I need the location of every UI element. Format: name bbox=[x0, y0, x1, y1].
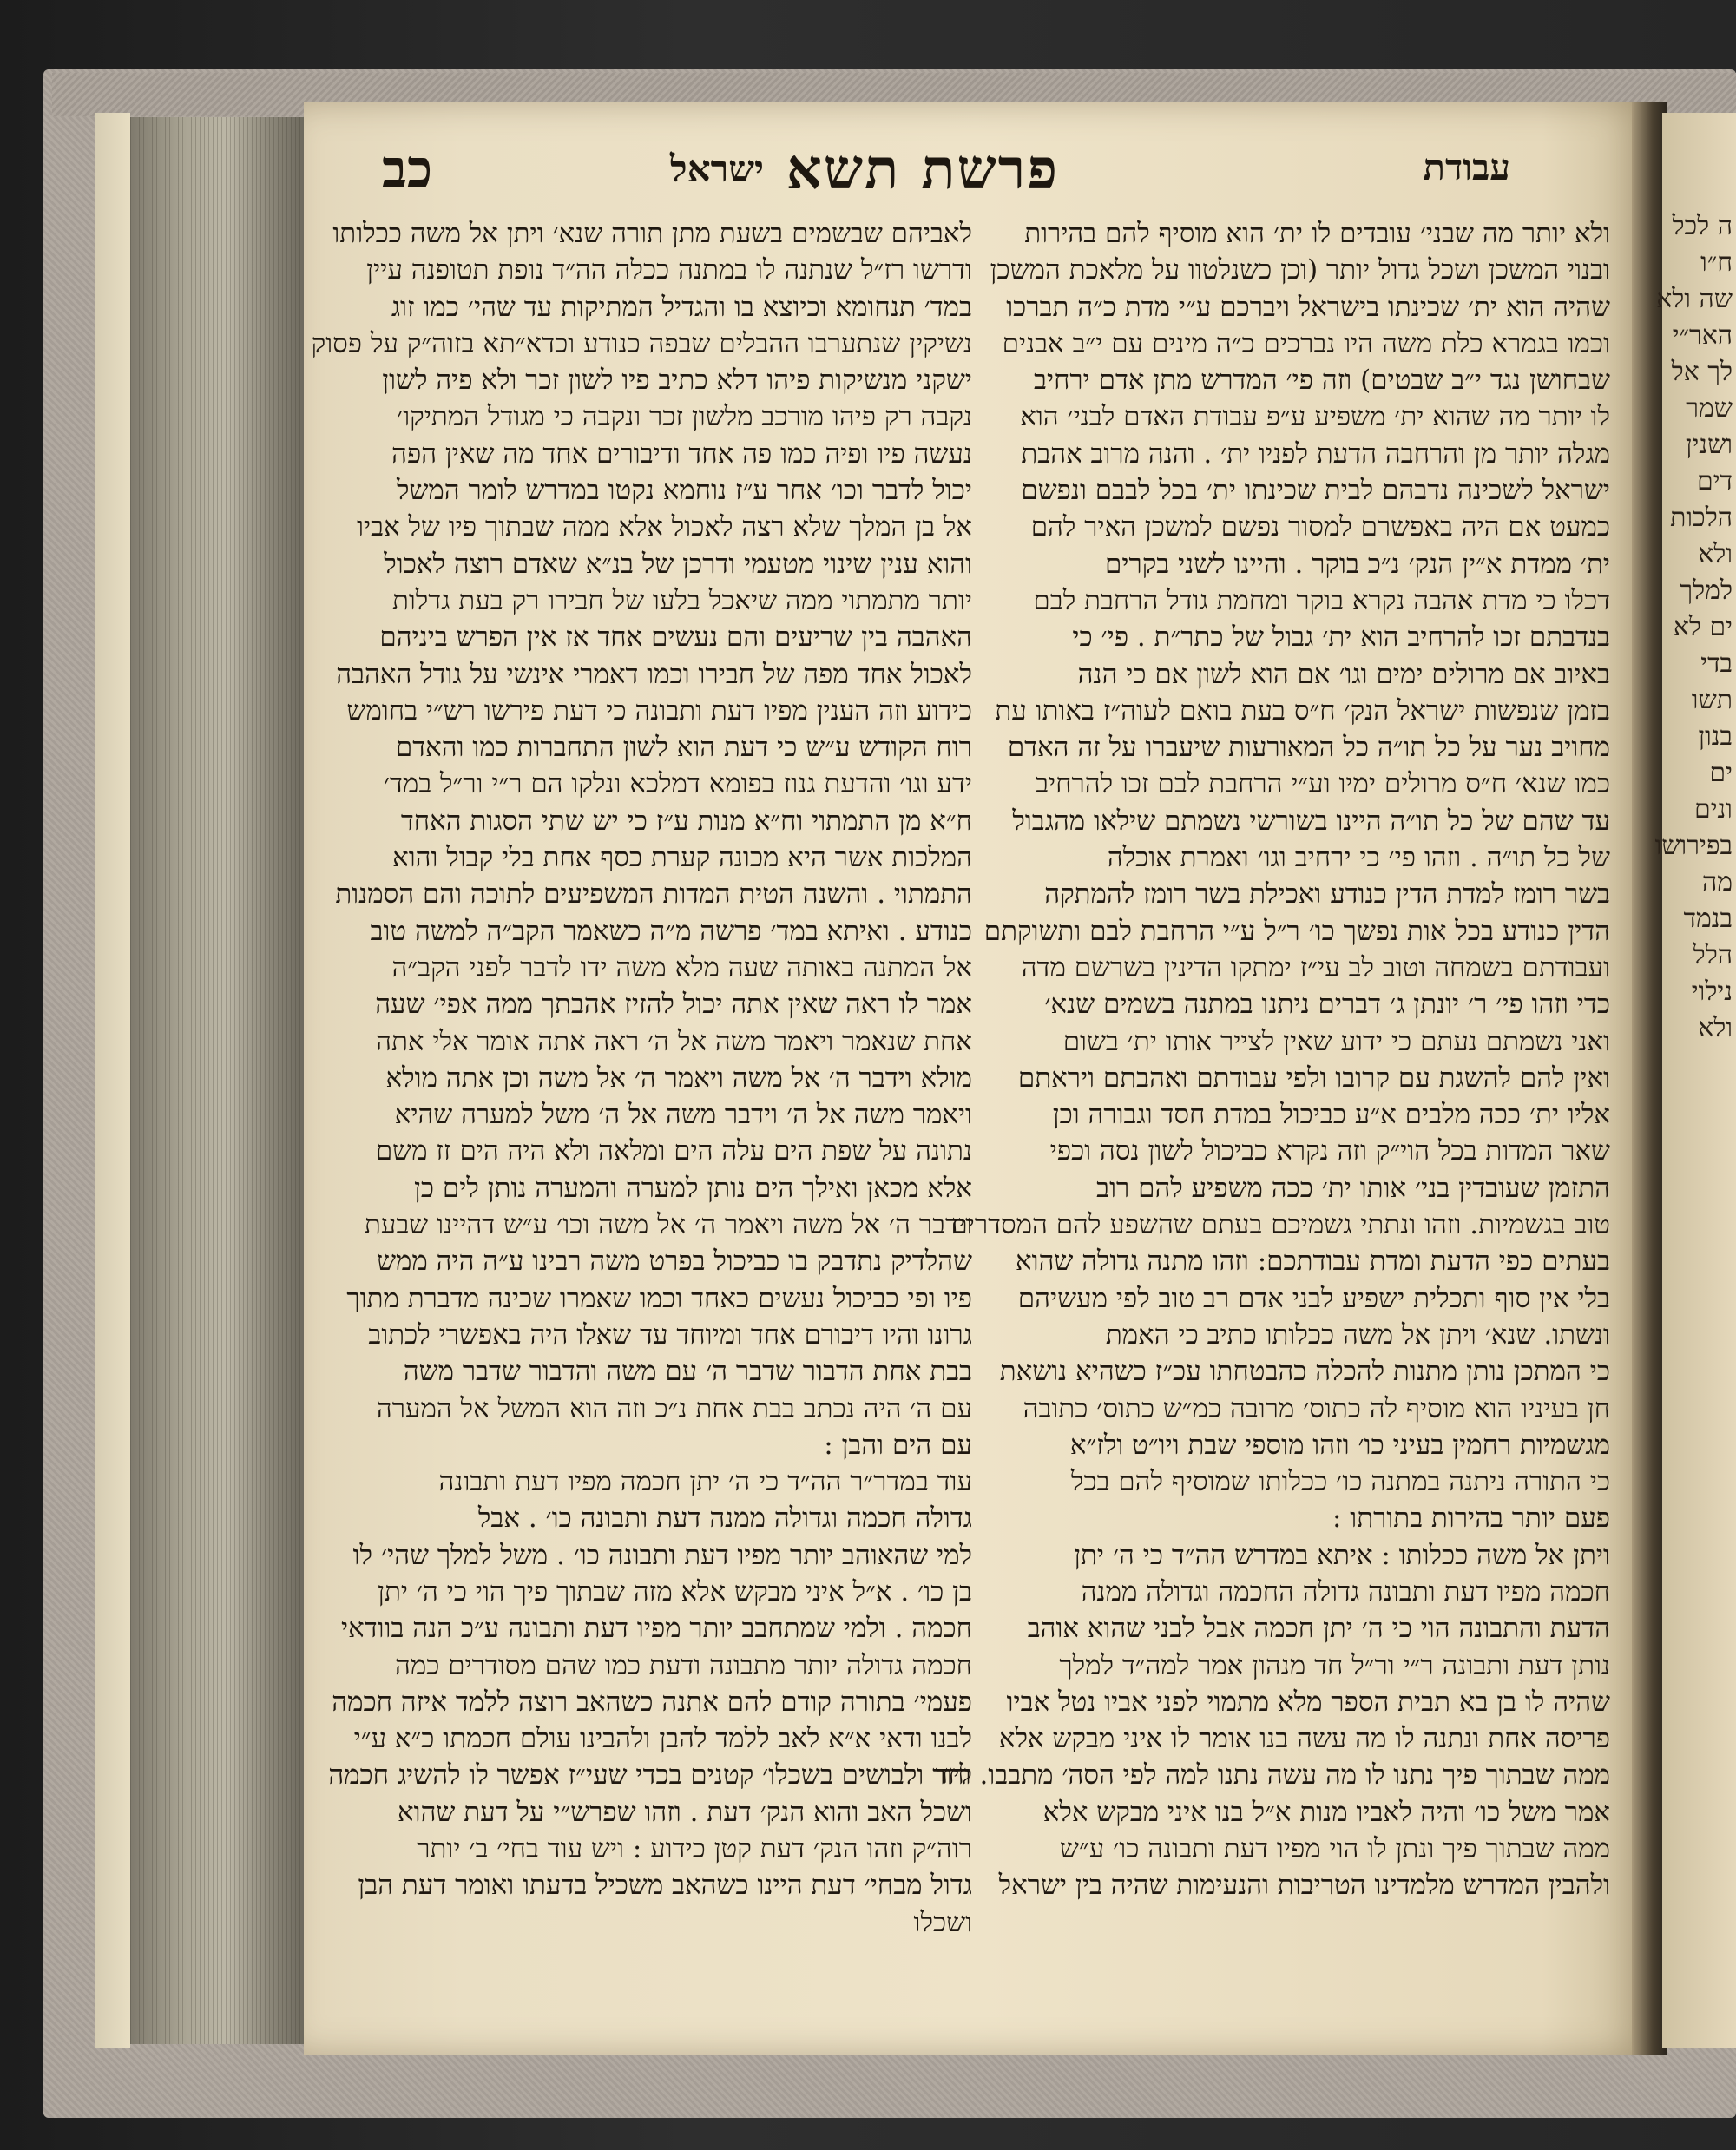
text-line: מחויב נער על כל תו״ה כל המאורעות שיעברו על זה האדם bbox=[1007, 732, 1610, 764]
header-word-right: עבודת bbox=[1423, 146, 1510, 188]
text-line: לאביהם שבשמים בשעת מתן תורה שנא׳ ויתן אל משה ככלותו bbox=[332, 218, 972, 249]
text-line: אחת שנאמר ויאמר משה אל ה׳ ראה אתה אומר אלי אתה bbox=[376, 1025, 972, 1057]
text-line: שבחושן נגד י״ב שבטים) וזה פי׳ המדרש מתן אדם ירחיב bbox=[1034, 365, 1610, 397]
text-line: בלי אין סוף ותכלית ישפיע לבני אדם רב טוב לפי מעשיהם bbox=[1017, 1282, 1610, 1314]
text-line: ליור ולבושים בשכלו׳ קטנים בכדי שעי״ז אפשר לו להשיג חכמה bbox=[328, 1759, 972, 1792]
text-line: בזמן שנפשות ישראל הנק׳ ח״ס בעת בואם לעוה״ז באותו עת bbox=[995, 694, 1610, 727]
edge-text-line: לך אל bbox=[1671, 357, 1733, 387]
right-page-text bbox=[1654, 208, 1736, 1047]
header-title: פרשת תשא bbox=[786, 137, 1059, 202]
text-line: ח״א מן התמתוי וח״א מנות ע״ז כי יש שתי הסגות האחד bbox=[400, 805, 972, 837]
text-line: עוד במדר״ר הה״ד כי ה׳ יתן חכמה מפיו דעת ותבונה bbox=[438, 1466, 972, 1498]
text-line: בעתים כפי הדעת ומדת עבודתכם: וזהו מתנה גדולה שהוא bbox=[1016, 1246, 1610, 1278]
text-line: נתונה על שפת הים עלה הים ומלאה ולא היה הים זז משם bbox=[375, 1135, 972, 1167]
text-line: אל המתנה באותה שעה מלא משה ידו לדבר לפני הקב״ה bbox=[391, 951, 972, 983]
text-line: שאר המדות בכל הוי״ק וזה נקרא כביכול לשון נסה וכפי bbox=[1049, 1135, 1610, 1167]
text-line: כידוע וזה הענין מפיו דעת ותבונה כי דעת פירשו רש״י בחומש bbox=[346, 694, 972, 727]
text-line: ודרשו רז״ל שנתנה לו במתנה ככלה הה״ד נופת תטופנה עיין bbox=[366, 254, 972, 286]
edge-text-line: בפירושו bbox=[1654, 831, 1733, 861]
text-line: פעם יותר בהירות בתורתו : bbox=[1332, 1502, 1610, 1535]
text-line: יותר מתמתוי ממה שיאכל בלעו של חבירו רק בעת גדלות bbox=[391, 584, 972, 616]
text-line: בן כו׳ . א״ל איני מבקש אלא מזה שבתוך פיך הוי כי ה׳ יתן bbox=[378, 1575, 972, 1608]
text-line: רוח הקודש ע״ש כי דעת הוא לשון התחברות כמו והאדם bbox=[395, 732, 972, 764]
edge-text-line: ה לכל bbox=[1672, 211, 1733, 241]
text-line: פריסה אחת ונתנה לו מה עשה בנו אומר לו איני מבקש אלא bbox=[998, 1723, 1610, 1755]
text-line: נעשה פיו ופיה כמו פה אחד ודיבורים אחד מה שאין הפה bbox=[391, 437, 972, 470]
text-line: אמר משל כו׳ והיה לאביו מנות א״ל בנו איני מבקש אלא bbox=[1042, 1796, 1610, 1828]
text-line: במד׳ תנחומא וכיוצא בו והגדיל המתיקות עד שהי׳ כמו זוג bbox=[391, 291, 972, 323]
edge-text-line: נילוי bbox=[1691, 976, 1733, 1007]
text-line: הדעת והתבונה הוי כי ה׳ יתן חכמה אבל לבני שהוא אוהב bbox=[1027, 1613, 1610, 1645]
edge-text-line: מה bbox=[1701, 867, 1733, 897]
text-line: ידע וגו׳ והדעת גנוז בפומא דמלכא ונלקו הם ר״י ור״ל במד׳ bbox=[383, 768, 972, 800]
text-line: ובנוי המשכן ושכל גדול יותר (וכן כשנלטוו על מלאכת המשכן bbox=[990, 254, 1610, 286]
text-line: התמתוי . והשנה הטית המדות המשפיעים לתוכה והם הסמנות bbox=[335, 878, 972, 911]
text-line: חכמה מפיו דעת ותבונה גדולה החכמה וגדולה ממנה bbox=[1081, 1575, 1610, 1608]
text-line: כנודע . ואיתא במד׳ פרשה מ״ה כשאמר הקב״ה למשה טוב bbox=[370, 915, 972, 947]
edge-text-line: האר״י bbox=[1672, 320, 1733, 351]
text-line: מולא וידבר ה׳ אל משה ויאמר ה׳ אל משה וכן אתה מולא bbox=[385, 1062, 972, 1094]
edge-text-line: הלכות bbox=[1670, 503, 1733, 533]
text-line: כי התורה ניתנה במתנה כו׳ ככלותו שמוסיף להם בכל bbox=[1070, 1466, 1610, 1498]
text-line: ישקני מנשיקות פיהו דלא כתיב פיו לשון זכר ולא פיה לשון bbox=[382, 365, 972, 397]
text-line: ולא יותר מה שבני׳ עובדים לו ית׳ הוא מוסיף להם בהירות bbox=[1024, 218, 1610, 249]
text-line: וכמו בגמרא כלת משה היו נברכים כ״ה מינים עם י״ב אבנים bbox=[1002, 327, 1610, 359]
text-line: פיו ופי כביכול נעשים כאחד וכמו שאמרו שכינה מדברת מתוך bbox=[346, 1282, 972, 1314]
text-line: טוב בגשמיות. וזהו ונתתי גשמיכם בעתם שהשפע להם המסדרים bbox=[950, 1209, 1610, 1241]
text-line: בנדבתם זכו להרחיב הוא ית׳ גבול של כתר״ת . פי׳ כי bbox=[1072, 621, 1610, 654]
text-line: ושכל האב והוא הנק׳ דעת . וזהו שפרש״י על דעת שהוא bbox=[398, 1796, 972, 1828]
text-line: והוא ענין שינוי מטעמי ודרכן של בנ״א שאדם רוצה לאכול bbox=[384, 548, 972, 580]
folio-number: כב bbox=[382, 139, 433, 200]
text-line: נקבה רק פיהו מורכב מלשון זכר ונקבה כי מגודל המתיקו׳ bbox=[397, 401, 972, 433]
right-text-column bbox=[935, 215, 1610, 1904]
text-line: ושכלו bbox=[913, 1906, 972, 1938]
edge-text-line: דים bbox=[1696, 466, 1733, 496]
right-page-fragment bbox=[1654, 113, 1736, 2048]
edge-text-line: ולא bbox=[1698, 539, 1733, 569]
text-line: שהיה הוא ית׳ שכינתו בישראל ויברכם ע״י מדת כ״ה תברכו bbox=[1006, 291, 1610, 323]
text-line: שהיה לו בן בא תבית הספר מלא מתמוי לפני אביו נטל אביו bbox=[1006, 1686, 1610, 1718]
text-line: ויתן אל משה ככלותו : איתא במדרש הה״ד כי ה׳ יתן bbox=[1074, 1539, 1610, 1571]
text-line: אמר לו ראה שאין אתה יכול להזיז אהבתך ממה אפי׳ שעה bbox=[375, 989, 972, 1021]
text-line: עם הים והבן : bbox=[824, 1429, 972, 1461]
text-line: שהלדיק נתדבק בו כביכול בפרט משה רבינו ע״ה היה ממש bbox=[377, 1246, 972, 1278]
text-line: התזמן שעובדין בני׳ אותו ית׳ ככה משפיע להם רוב bbox=[1096, 1172, 1610, 1204]
text-line: ואני נשמתם נעתם כי ידוע שאין לצייר אותו ית׳ בשום bbox=[1062, 1025, 1610, 1057]
text-line: חן בעיניו הוא מוסיף לה כתוס׳ מרובה כמ״ש כתוס׳ כתובה bbox=[1023, 1392, 1610, 1424]
book-gutter bbox=[1632, 102, 1667, 2055]
text-line: גרונו והיו דיבורם אחד ומיוחד עד שאלו היה באפשרי לכתוב bbox=[368, 1318, 972, 1351]
edge-text-line: הלל bbox=[1693, 940, 1733, 970]
text-line: גדולה חכמה וגדולה ממנה דעת ותבונה כו׳ . אבל bbox=[477, 1502, 972, 1535]
edge-text-line: ולא bbox=[1698, 1013, 1733, 1043]
page-block-lines bbox=[130, 117, 304, 2044]
edge-text-line: ונים bbox=[1693, 794, 1733, 825]
edge-text-line: שמר bbox=[1686, 393, 1733, 424]
text-line: ית׳ ממדת א״ין הנק׳ נ״כ בוקר . והיינו לשני בקרים bbox=[1105, 548, 1610, 580]
text-line: ולהבין המדרש מלמדינו הטריבות והנעימות שהיה בין ישראל bbox=[998, 1870, 1610, 1902]
text-line: וידבר ה׳ אל משה ויאמר ה׳ אל משה וכו׳ ע״ש דהיינו שבעת bbox=[364, 1209, 972, 1241]
text-line: בבת אחת הדבור שדבר ה׳ עם משה והדבור שדבר משה bbox=[403, 1356, 972, 1388]
text-line: גדול מבחי׳ דעת היינו כשהאב משכיל בדעתו ואומר דעת הבן bbox=[358, 1870, 972, 1902]
left-page-edge bbox=[95, 113, 130, 2048]
edge-text-line: תשו bbox=[1691, 685, 1733, 715]
text-line: חכמה . ולמי שמתחבב יותר מפיו דעת ותבונה ע״כ הנה בוודאי bbox=[340, 1613, 972, 1645]
text-line: נשיקין שנתערבו ההבלים שבפה כנודע וכדא״תא בזוה״ק על פסוק bbox=[311, 327, 972, 359]
edge-text-line: בנמד bbox=[1683, 904, 1733, 934]
text-line: פעמי׳ בתורה קודם להם אתנה כשהאב רוצה ללמד איזה חכמה bbox=[332, 1686, 972, 1718]
text-line: ויאמר משה אל ה׳ וידבר משה אל ה׳ משל למערה שהיא bbox=[394, 1099, 972, 1131]
text-line: הדין כנודע בכל אות נפשך כו׳ ר״ל ע״י הרחבת לבם ותשוקתם bbox=[983, 915, 1610, 947]
text-line: אלא מכאן ואילך הים נותן למערה והמערה נותן לים כן bbox=[413, 1172, 972, 1204]
text-line: כדי וזהו פי׳ ר׳ יונתן ג׳ דברים ניתנו במתנה בשמים שנא׳ bbox=[1044, 989, 1610, 1021]
text-line: ואין להם להשגת עם קרובו ולפי עבודתם ואהבתם ויראתם bbox=[1017, 1062, 1610, 1094]
text-line: רוה״ק וזהו הנק׳ דעת קטן כידוע : ויש עוד בחי׳ ב׳ יותר bbox=[417, 1833, 972, 1865]
running-header bbox=[382, 137, 1510, 215]
text-line: עם ה׳ היה נכתב בבת אחת נ״כ וזה הוא המשל אל המערה bbox=[376, 1392, 972, 1424]
text-line: המלכות אשר היא מכונה קערת כסף אחת בלי קבול והוא bbox=[392, 842, 972, 874]
text-line: ועבודתם בשמחה וטוב לב עי״ז ימתקו הדינין בשרשם מדה bbox=[1021, 951, 1610, 983]
left-text-column bbox=[311, 215, 972, 1941]
edge-text-line: למלך bbox=[1680, 575, 1733, 606]
text-line: של כל תו״ה . וזהו פי׳ כי ירחיב וגו׳ ואמרת אוכלה bbox=[1107, 842, 1610, 874]
text-line: נותן דעת ותבונה ר״י ור״ל חד מנהון אמר למה״ד למלך bbox=[1059, 1649, 1610, 1681]
text-line: ממה שבתוך פיך נתנו לו מה עשה נתנו למה לפי הסה׳ מתבבו. וחד bbox=[935, 1759, 1610, 1792]
text-line: דכלו כי מדת אהבה נקרא בוקר ומחמת גודל הרחבת לבם bbox=[1033, 584, 1610, 616]
text-line: ישראל לשכינה נדבהם לבית שכינתו ית׳ בכל לבבם ונפשם bbox=[1021, 475, 1610, 507]
text-line: כמו שנא׳ ח״ס מרולים ימיו וע״י הרחבת לבם זכו להרחיב bbox=[1036, 768, 1610, 800]
text-line: באיוב אם מרולים ימים וגו׳ אם הוא לשון אם כי הנה bbox=[1077, 658, 1610, 690]
edge-text-line: ושנין bbox=[1685, 430, 1733, 460]
edge-text-line: ים לא bbox=[1673, 612, 1733, 642]
text-line: לאכול אחד מפה של חבירו וכמו דאמרי אינשי על גודל האהבה bbox=[336, 658, 972, 690]
text-line: מגלה יותר מן והרחבה הדעת לפניו ית׳ . והנה מרוב אהבת bbox=[1021, 437, 1610, 470]
text-line: אליו ית׳ ככה מלבים א״ע כביכול במדת חסד וגבורה וכן bbox=[1052, 1099, 1610, 1131]
text-line: בשר רומז למדת הדין כנודע ואכילת בשר רומז להמתקה bbox=[1044, 878, 1610, 911]
text-line: עד שהם של כל תו״ה היינו בשורשי נשמתם שילאו מהגבול bbox=[1012, 805, 1610, 837]
text-line: האהבה בין שריעים והם נעשים אחד אז אין הפרש ביניהם bbox=[379, 621, 972, 654]
edge-text-line: ח״ו bbox=[1700, 247, 1733, 278]
edge-text-line: שה ולא bbox=[1656, 284, 1733, 314]
text-line: ונשתו. שנא׳ ויתן אל משה ככלותו כתיב כי האמת bbox=[1105, 1318, 1610, 1351]
text-line: ממה שבתוך פיך ונתן לו הוי מפיו דעת ותבונה כו׳ ע״ש bbox=[1060, 1833, 1610, 1865]
text-line: למי שהאוהב יותר מפיו דעת ותבונה כו׳ . משל למלך שהי׳ לו bbox=[352, 1539, 972, 1571]
text-line: אל בן המלך שלא רצה לאכול אלא ממה שבתוך פיו של אביו bbox=[357, 511, 972, 543]
text-line: לו יותר מה שהוא ית׳ משפיע ע״פ עבודת האדם לבני׳ הוא bbox=[1020, 401, 1610, 433]
text-line: כי המתכן נותן מתנות להכלה כהבטחתו עכ״ז כשהיא נושאת bbox=[999, 1356, 1610, 1388]
text-line: מגשמיות רחמין בעיני כו׳ וזהו מוספי שבת ויו״ט ולז״א bbox=[1069, 1429, 1610, 1461]
text-line: חכמה גדולה יותר מתבונה ודעת כמו שהם מסודרים כמה bbox=[395, 1649, 972, 1681]
text-line: לבנו ודאי א״א לאב ללמד להבן ולהבינו עולם חכמתו כ״א ע״י bbox=[353, 1723, 972, 1755]
text-line: יכול לדבר וכו׳ אחר ע״ז נוחמא נקטו במדרש לומר המשל bbox=[396, 475, 972, 507]
edge-text-line: ים bbox=[1709, 758, 1733, 788]
edge-text-line: בדי bbox=[1700, 648, 1733, 679]
edge-text-line: בנון bbox=[1698, 721, 1733, 752]
text-line: כמעט אם היה באפשרם למסור נפשם למשכן האיר להם bbox=[1030, 511, 1610, 543]
header-word-left: ישראל bbox=[670, 148, 764, 190]
